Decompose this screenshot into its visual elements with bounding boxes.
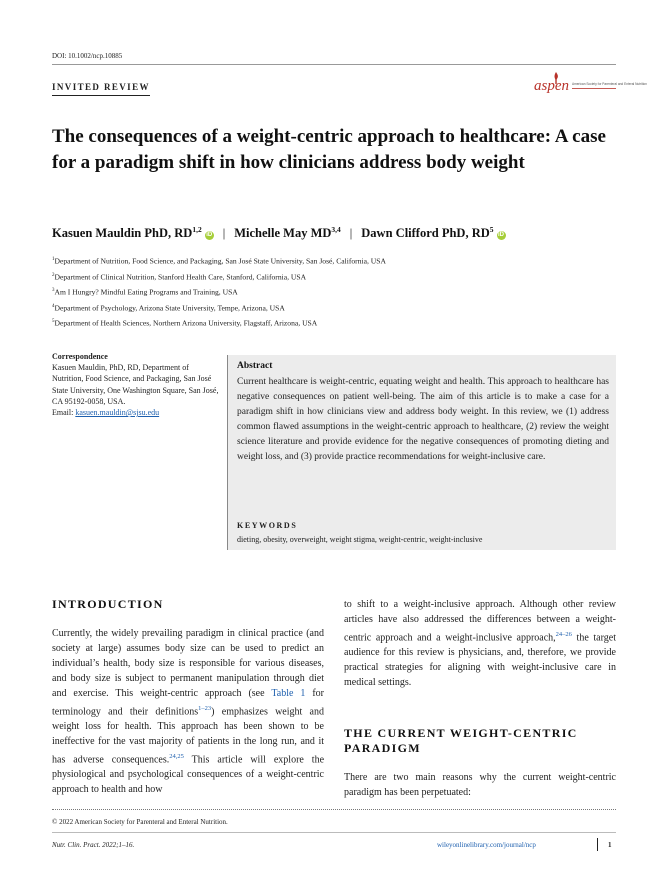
doi-text[interactable]: DOI: 10.1002/ncp.10885 [52, 52, 123, 60]
logo-tagline: American Society for Parenteral and Enteral Nutrition [572, 82, 647, 86]
current-paradigm-heading: THE CURRENT WEIGHT-CENTRIC PARADIGM [344, 726, 578, 755]
author-separator: | [222, 226, 226, 241]
citation-link[interactable]: 24,25 [169, 752, 184, 760]
author-affil-sup: 5 [489, 225, 494, 234]
author-affil-sup: 3,4 [331, 225, 341, 234]
copyright-text: © 2022 American Society for Parenteral and Enteral Nutrition. [52, 818, 228, 826]
introduction-paragraph-continued: to shift to a weight-inclusive approach. Although other review articles have also addressed the differences between a weight-centric approach and a weight-inclusive approach,$^{24-26}$ the target audience for this review is physicians, and, therefore, we provide practical strategies for aligning with weight-inclusive care in medical settings. [344, 599, 616, 689]
section-tag: INVITED REVIEW [52, 82, 150, 96]
header-rule [52, 64, 616, 65]
table-link[interactable]: Table 1 [271, 687, 306, 699]
citation-link[interactable]: 1–23 [198, 704, 212, 712]
article-title: The consequences of a weight-centric approach to healthcare: A case for a paradigm shift in how clinicians address body weight [52, 126, 606, 173]
keywords-heading: KEYWORDS [237, 521, 298, 530]
email-label: Email: [52, 408, 76, 418]
aspen-logo [534, 70, 647, 96]
affiliation-item: $^5$Department of Health Sciences, Northern Arizona University, Flagstaff, Arizona, USA [52, 318, 318, 328]
abstract-text: Current healthcare is weight-centric, equating weight and health. This approach to healthcare has negative consequences on patient well-being. The aim of this article is to make a case for a paradigm shift in how clinicians view and address body weight. In this review, we (1) address common flawed assumptions in the weight-centric approach to healthcare, (2) review the weight science literature and provide evidence for the negative consequences of promoting dieting and weight loss, and (3) provide practice recommendations for weight-inclusive care. [237, 377, 609, 462]
author-affil-sup: 1,2 [192, 225, 202, 234]
affiliation-item: $^1$Department of Nutrition, Food Science, and Packaging, San José State University, San José, California, USA [52, 256, 386, 266]
author-separator: | [349, 226, 353, 241]
footer-dotted-rule [52, 809, 616, 810]
introduction-paragraph: Currently, the widely prevailing paradigm in clinical practice (and society at large) assumes body size can be used to predict an individual’s health, body size is responsible for various diseases, and body size is subject to permanent manipulation through diet and exercise. This weight-centric approach (see Table 1 for terminology and their definitions$^{1-23}$) emphasizes weight and weight loss for health. This approach has been shown to be ineffective for the vast majority of patients in the long run, and it has adverse consequences.$^{24,25}$ This article will explore the physiological and psychological consequences of a weight-centric approach to health and how [52, 628, 325, 796]
correspondence-block [52, 351, 222, 418]
introduction-heading: INTRODUCTION [52, 597, 164, 611]
affiliation-item: $^2$Department of Clinical Nutrition, Stanford Health Care, Stanford, California, USA [52, 272, 307, 282]
author-name[interactable]: Dawn Clifford PhD, RD [361, 226, 490, 241]
correspondence-heading: Correspondence [52, 352, 108, 361]
affiliations [52, 255, 612, 333]
author-name[interactable]: Kasuen Mauldin PhD, RD [52, 226, 193, 241]
affiliation-item: $^4$Department of Psychology, Arizona State University, Tempe, Arizona, USA [52, 303, 285, 313]
abstract-heading: Abstract [237, 361, 273, 371]
correspondence-email-line [52, 407, 222, 418]
abstract-box [227, 355, 616, 550]
current-paradigm-paragraph: There are two main reasons why the current weight-centric paradigm has been perpetuated: [344, 772, 616, 798]
journal-url-link[interactable]: wileyonlinelibrary.com/journal/ncp [437, 841, 536, 849]
page-number: 1 [608, 841, 612, 849]
email-link[interactable]: kasuen.mauldin@sjsu.edu [75, 408, 160, 418]
page-divider [597, 838, 598, 851]
orcid-icon[interactable]: iD [498, 232, 505, 239]
keywords-list: dieting, obesity, overweight, weight stigma, weight-centric, weight-inclusive [237, 535, 483, 544]
citation-link[interactable]: 24–26 [555, 630, 572, 638]
footer-rule [52, 832, 616, 833]
logo-wordmark: aspen [534, 78, 569, 94]
author-name[interactable]: Michelle May MD [234, 226, 332, 241]
journal-citation: Nutr. Clin. Pract. 2022;1–16. [52, 841, 135, 849]
affiliation-item: $^3$Am I Hungry? Mindful Eating Programs and Training, USA [52, 287, 238, 297]
correspondence-address: Kasuen Mauldin, PhD, RD, Department of Nutrition, Food Science, and Packaging, San José State University, One Washington Square, San José, CA 95192-0058, USA. [52, 363, 219, 406]
orcid-icon[interactable]: iD [206, 232, 213, 239]
author-list [52, 225, 622, 241]
